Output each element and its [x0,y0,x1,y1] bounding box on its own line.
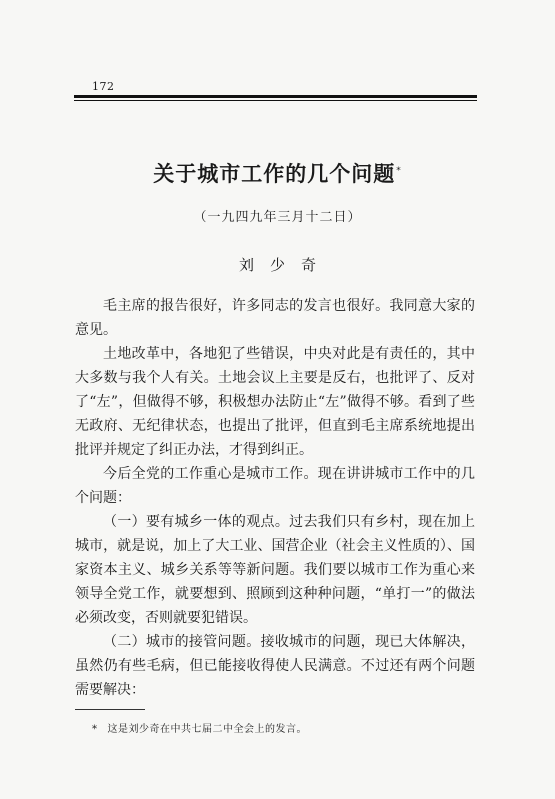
article-author: 刘少奇 [238,256,332,274]
page-number: 172 [92,80,115,93]
article-date: （一九四九年三月十二日） [193,210,362,225]
article-body [75,294,475,702]
title-footnote-mark: * [396,166,402,176]
footnote-text: 这是刘少奇在中共七届二中全会上的发言。 [107,724,307,735]
paragraph: 毛主席的报告很好，许多同志的发言也很好。我同意大家的意见。 [75,298,475,338]
footnote-mark: * [92,724,98,735]
paragraph: 土地改革中，各地犯了些错误，中央对此是有责任的，其中大多数与我个人有关。土地会议上主要是反右，也批评了、反对了“左”，但做得不够，积极想办法防止“左”做得不够。看到了些无政府、无纪律状态，也提出了批评，但直到毛主席系统地提出批评并规定了纠正办法，才得到纠正。 [75,346,475,458]
footnote-rule [75,709,145,710]
footnote [92,720,307,735]
article-title [0,158,555,188]
header-rule-thick [74,95,477,98]
paragraph: （一）要有城乡一体的观点。过去我们只有乡村，现在加上城市，就是说，加上了大工业、国营企业（社会主义性质的）、国家资本主义、城乡关系等等新问题。我们要以城市工作为重心来领导全党工作，就要想到、照顾到这种种问题，“单打一”的做法必须改变，否则就要犯错误。 [75,514,475,626]
paragraph: 今后全党的工作重心是城市工作。现在讲讲城市工作中的几个问题： [75,466,475,506]
title-text: 关于城市工作的几个问题 [153,162,396,186]
header-rule-thin [74,100,477,101]
paragraph: （二）城市的接管问题。接收城市的问题，现已大体解决，虽然仍有些毛病，但已能接收得使人民满意。不过还有两个问题需要解决： [75,634,475,698]
